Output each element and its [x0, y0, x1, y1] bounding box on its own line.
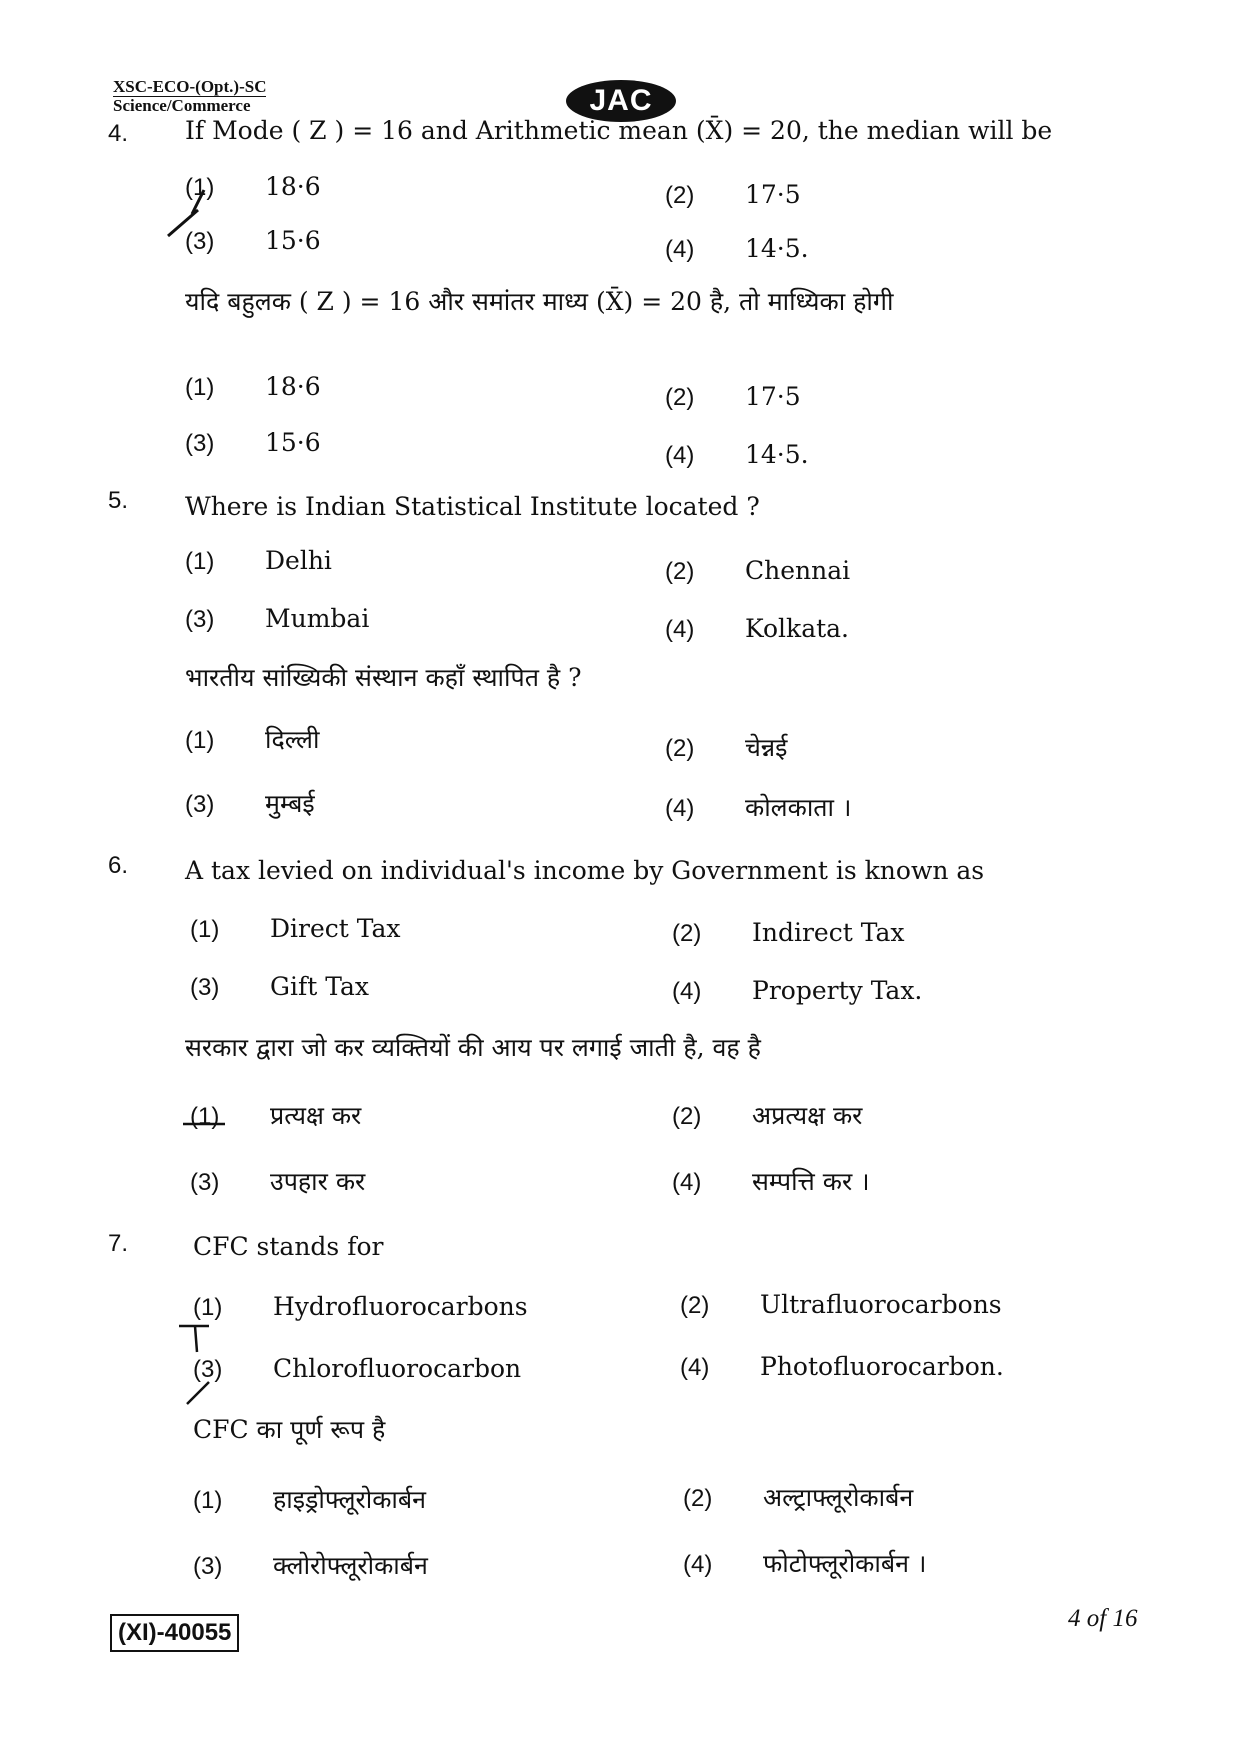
- option-number: (4): [665, 442, 695, 469]
- question-text-hindi: यदि बहुलक ( Z ) = 16 और समांतर माध्य (X̄) = 20 है, तो माध्यिका होगी: [185, 287, 894, 316]
- option-text: प्रत्यक्ष कर: [270, 1101, 362, 1130]
- option-number: (4): [665, 616, 695, 643]
- option-number: (1): [190, 1103, 220, 1130]
- option-text: Photofluorocarbon.: [760, 1352, 1004, 1381]
- question-text-english: If Mode ( Z ) = 16 and Arithmetic mean (X̄) = 20, the median will be: [185, 116, 1053, 145]
- option-number: (3): [185, 228, 215, 255]
- option-2: [665, 556, 850, 586]
- option-text: चेन्नई: [745, 733, 788, 762]
- option-number: (1): [185, 374, 215, 401]
- question-number: 7.: [108, 1230, 129, 1257]
- option-4: [665, 234, 809, 264]
- option-text: सम्पत्ति कर ।: [752, 1167, 870, 1196]
- paper-serial-code: (XI)-40055: [110, 1614, 239, 1652]
- option-1: [185, 722, 319, 756]
- option-text: Chlorofluorocarbon: [273, 1354, 522, 1383]
- option-number: (1): [193, 1487, 223, 1514]
- question-text-english: Where is Indian Statistical Institute located ?: [185, 492, 760, 521]
- pen-underline-mark: [175, 1100, 230, 1130]
- question-number: 6.: [108, 852, 129, 879]
- option-number: (2): [672, 1103, 702, 1130]
- option-number: (3): [185, 430, 215, 457]
- option-4: [665, 790, 851, 824]
- option-4: [665, 440, 809, 470]
- option-text: Mumbai: [265, 604, 370, 633]
- option-text: अल्ट्राफ्लूरोकार्बन: [763, 1483, 914, 1512]
- option-text: 18·6: [265, 172, 321, 201]
- option-number: (2): [665, 384, 695, 411]
- option-text: 15·6: [265, 226, 321, 255]
- option-number: (2): [665, 558, 695, 585]
- option-number: (2): [665, 735, 695, 762]
- paper-code: XSC-ECO-(Opt.)-SC: [113, 77, 267, 96]
- option-1: [193, 1482, 426, 1516]
- option-number: (3): [190, 974, 220, 1001]
- option-number: (3): [190, 1169, 220, 1196]
- option-2: [672, 918, 904, 948]
- option-3: [190, 1164, 365, 1198]
- option-text: 18·6: [265, 372, 321, 401]
- option-number: (4): [665, 236, 695, 263]
- option-text: दिल्ली: [265, 725, 320, 754]
- board-logo: JAC: [566, 80, 676, 122]
- option-number: (2): [665, 182, 695, 209]
- option-number: (2): [672, 920, 702, 947]
- option-text: Direct Tax: [270, 914, 401, 943]
- option-text: क्लोरोफ्लूरोकार्बन: [273, 1551, 428, 1580]
- option-4: [672, 1164, 870, 1198]
- option-1: [190, 914, 401, 944]
- question-text-hindi: सरकार द्वारा जो कर व्यक्तियों की आय पर लगाई जाती है, वह है: [185, 1033, 761, 1062]
- option-number: (1): [185, 174, 215, 201]
- option-text: मुम्बई: [265, 789, 315, 818]
- option-text: Hydrofluorocarbons: [273, 1292, 528, 1321]
- option-3: [193, 1354, 521, 1384]
- option-text: 14·5.: [745, 440, 809, 469]
- option-3: [193, 1548, 428, 1582]
- option-text: Delhi: [265, 546, 332, 575]
- option-number: (3): [193, 1356, 223, 1383]
- option-number: (1): [193, 1294, 223, 1321]
- option-number: (4): [665, 795, 695, 822]
- option-1: [185, 546, 332, 576]
- option-3: [185, 428, 321, 458]
- question-text-hindi: CFC का पूर्ण रूप है: [193, 1415, 386, 1444]
- option-text: 15·6: [265, 428, 321, 457]
- option-text: अप्रत्यक्ष कर: [752, 1101, 863, 1130]
- question-text-english: A tax levied on individual's income by Government is known as: [185, 856, 985, 885]
- option-4: [683, 1546, 926, 1580]
- option-1: [193, 1292, 528, 1322]
- pen-tick-mark: [175, 1300, 225, 1410]
- option-4: [680, 1352, 1004, 1382]
- question-text-english: CFC stands for: [193, 1232, 384, 1261]
- option-number: (3): [185, 791, 215, 818]
- option-number: (1): [185, 727, 215, 754]
- option-text: Gift Tax: [270, 972, 369, 1001]
- option-number: (4): [672, 1169, 702, 1196]
- option-text: 17·5: [745, 382, 801, 411]
- option-2: [665, 382, 801, 412]
- option-2: [672, 1098, 862, 1132]
- option-2: [665, 730, 787, 764]
- question-number: 4.: [108, 120, 129, 147]
- option-number: (3): [193, 1553, 223, 1580]
- paper-stream: Science/Commerce: [113, 96, 251, 115]
- option-text: कोलकाता ।: [745, 793, 852, 822]
- option-number: (4): [683, 1551, 713, 1578]
- page-number: 4 of 16: [1068, 1605, 1138, 1632]
- pen-tick-mark: [160, 182, 230, 242]
- option-text: Chennai: [745, 556, 851, 585]
- option-text: Ultrafluorocarbons: [760, 1290, 1002, 1319]
- option-number: (3): [185, 606, 215, 633]
- option-2: [665, 180, 801, 210]
- option-number: (4): [672, 978, 702, 1005]
- option-number: (1): [190, 916, 220, 943]
- option-3: [185, 786, 315, 820]
- option-text: उपहार कर: [270, 1167, 366, 1196]
- option-text: Kolkata.: [745, 614, 850, 643]
- option-text: Property Tax.: [752, 976, 923, 1005]
- option-number: (2): [683, 1485, 713, 1512]
- option-2: [683, 1480, 913, 1514]
- question-number: 5.: [108, 487, 129, 514]
- option-text: फोटोफ्लूरोकार्बन ।: [763, 1549, 927, 1578]
- option-number: (2): [680, 1292, 710, 1319]
- option-1: [185, 372, 321, 402]
- option-text: Indirect Tax: [752, 918, 905, 947]
- option-number: (1): [185, 548, 215, 575]
- question-text-hindi: भारतीय सांख्यिकी संस्थान कहाँ स्थापित है ?: [185, 663, 582, 692]
- option-text: हाइड्रोफ्लूरोकार्बन: [273, 1485, 427, 1514]
- paper-code-block: [113, 78, 266, 115]
- option-4: [665, 614, 849, 644]
- option-number: (4): [680, 1354, 710, 1381]
- option-text: 14·5.: [745, 234, 809, 263]
- option-text: 17·5: [745, 180, 801, 209]
- option-3: [190, 972, 369, 1002]
- option-3: [185, 604, 369, 634]
- option-2: [680, 1290, 1002, 1320]
- option-4: [672, 976, 922, 1006]
